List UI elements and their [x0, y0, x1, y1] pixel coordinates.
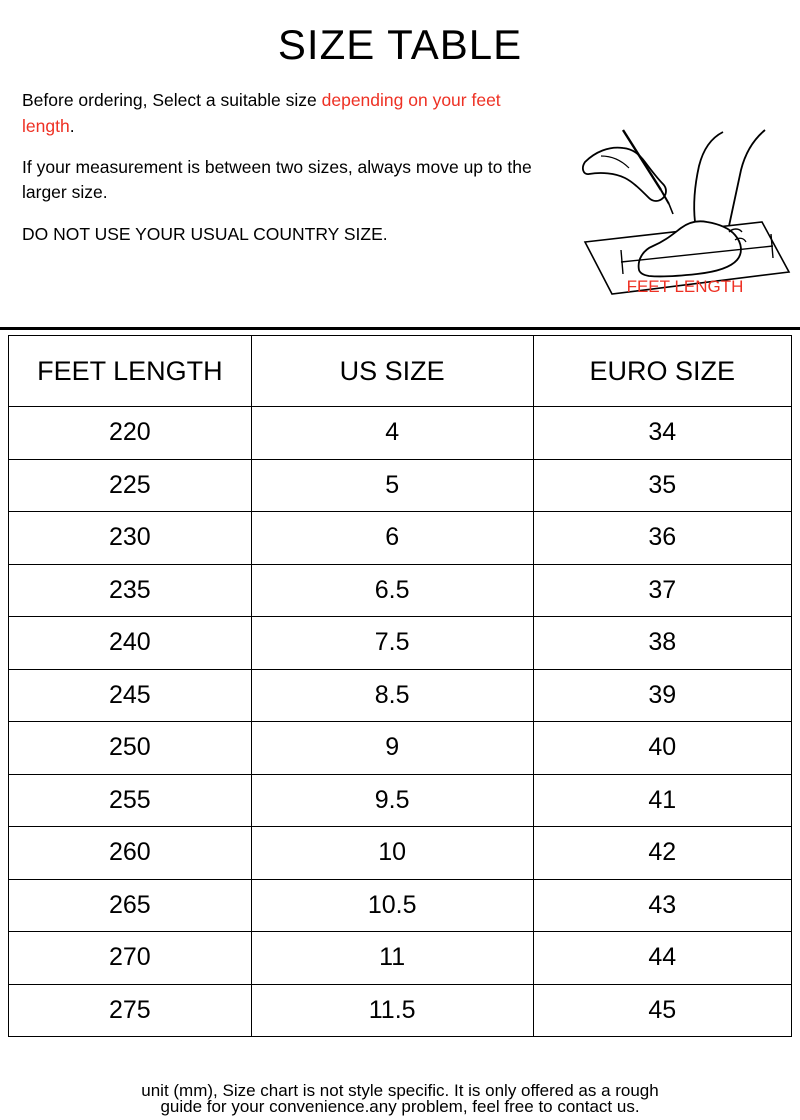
cell-euro-size: 41 — [533, 774, 791, 827]
cell-euro-size: 36 — [533, 512, 791, 565]
table-row — [9, 984, 792, 1037]
cell-us-size: 9 — [251, 722, 533, 775]
page-title: SIZE TABLE — [277, 21, 523, 68]
table-row — [9, 774, 792, 827]
intro-line-3: DO NOT USE YOUR USUAL COUNTRY SIZE. — [22, 223, 388, 244]
figure-caption: FEET LENGTH — [626, 277, 744, 296]
table-row — [9, 932, 792, 985]
cell-feet-length: 240 — [9, 617, 252, 670]
intro-line-1-highlight: depending on your feet length — [22, 90, 501, 136]
cell-euro-size: 39 — [533, 669, 791, 722]
cell-euro-size: 43 — [533, 879, 791, 932]
size-table-wrapper — [8, 335, 792, 1037]
table-row — [9, 827, 792, 880]
cell-us-size: 10 — [251, 827, 533, 880]
cell-us-size: 11 — [251, 932, 533, 985]
table-row — [9, 407, 792, 460]
cell-us-size: 6.5 — [251, 564, 533, 617]
cell-feet-length: 230 — [9, 512, 252, 565]
cell-us-size: 7.5 — [251, 617, 533, 670]
cell-euro-size: 35 — [533, 459, 791, 512]
cell-euro-size: 38 — [533, 617, 791, 670]
cell-us-size: 8.5 — [251, 669, 533, 722]
table-row — [9, 512, 792, 565]
table-row — [9, 564, 792, 617]
cell-feet-length: 245 — [9, 669, 252, 722]
cell-feet-length: 260 — [9, 827, 252, 880]
intro-line-2: If your measurement is between two sizes, always move up to the larger size. — [22, 156, 532, 203]
intro-line-1 — [22, 88, 546, 139]
table-header-row — [9, 336, 792, 407]
cell-feet-length: 255 — [9, 774, 252, 827]
column-header-us-size: US SIZE — [251, 336, 533, 407]
cell-euro-size: 34 — [533, 407, 791, 460]
cell-us-size: 9.5 — [251, 774, 533, 827]
table-row — [9, 459, 792, 512]
table-row — [9, 879, 792, 932]
cell-euro-size: 42 — [533, 827, 791, 880]
intro-line-1-plain: Before ordering, Select a suitable size — [22, 90, 322, 111]
cell-euro-size: 40 — [533, 722, 791, 775]
footnote — [0, 1082, 800, 1116]
cell-euro-size: 45 — [533, 984, 791, 1037]
intro-line-1-period: . — [69, 115, 75, 136]
cell-feet-length: 250 — [9, 722, 252, 775]
cell-us-size: 10.5 — [251, 879, 533, 932]
foot-measure-illustration — [577, 122, 792, 307]
size-table — [8, 335, 792, 1037]
cell-us-size: 5 — [251, 459, 533, 512]
size-table-page — [0, 22, 800, 1120]
section-divider — [0, 327, 800, 330]
table-row — [9, 722, 792, 775]
cell-euro-size: 44 — [533, 932, 791, 985]
column-header-euro-size: EURO SIZE — [533, 336, 791, 407]
cell-feet-length: 275 — [9, 984, 252, 1037]
cell-euro-size: 37 — [533, 564, 791, 617]
footnote-line-2: guide for your convenience.any problem, feel free to contact us. — [160, 1097, 640, 1117]
cell-feet-length: 270 — [9, 932, 252, 985]
cell-feet-length: 225 — [9, 459, 252, 512]
table-row — [9, 617, 792, 670]
cell-us-size: 11.5 — [251, 984, 533, 1037]
intro-text-block — [0, 68, 560, 247]
column-header-feet-length: FEET LENGTH — [9, 336, 252, 407]
table-row — [9, 669, 792, 722]
cell-us-size: 4 — [251, 407, 533, 460]
cell-feet-length: 265 — [9, 879, 252, 932]
cell-feet-length: 220 — [9, 407, 252, 460]
cell-feet-length: 235 — [9, 564, 252, 617]
cell-us-size: 6 — [251, 512, 533, 565]
footnote-line-1: unit (mm), Size chart is not style specific. It is only offered as a rough — [141, 1081, 659, 1101]
foot-measure-icon — [577, 122, 792, 307]
